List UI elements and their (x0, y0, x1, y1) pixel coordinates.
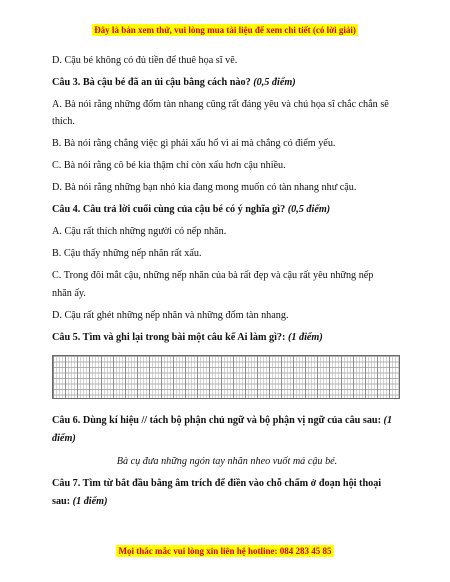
q2-option-d: D. Cậu bé không có đủ tiền để thuê họa sĩ vẽ. (52, 55, 238, 66)
q3-points: (0,5 điểm) (253, 77, 296, 88)
q4-option-b: B. Cậu thấy những nếp nhăn rất xấu. (52, 248, 202, 259)
preview-notice-banner (0, 25, 450, 35)
q7-heading-line2 (52, 495, 402, 509)
q7-title-line2: sau: (52, 496, 71, 507)
hotline-text: Mọi thắc mắc vui lòng xin liên hệ hotline: 084 283 45 85 (118, 546, 332, 556)
hotline-banner (0, 546, 450, 556)
q3-title: Câu 3. Bà cậu bé đã an ủi cậu bằng cách nào? (52, 77, 251, 88)
q5-title: Câu 5. Tìm và ghi lại trong bài một câu kể Ai làm gì?: (52, 332, 286, 343)
q5-points: (1 điểm) (287, 332, 323, 343)
q4-heading (52, 203, 402, 217)
q6-heading (52, 414, 402, 428)
q5-heading (52, 331, 402, 345)
q3-heading (52, 76, 402, 90)
q3-option-d: D. Bà nói rằng những bạn nhỏ kia đang mong muốn có tàn nhang như cậu. (52, 182, 357, 193)
q6-points-part2: điểm) (52, 433, 76, 444)
q4-title: Câu 4. Câu trả lời cuối cùng của cậu bé có ý nghĩa gì? (52, 204, 286, 215)
q4-option-d: D. Cậu rất ghét những nếp nhăn và những đốm tàn nhang. (52, 310, 289, 321)
preview-notice-text: Đây là bản xem thử, vui lòng mua tài liệu để xem chi tiết (có lời giải) (94, 25, 356, 35)
q6-title: Câu 6. Dùng kí hiệu // tách bộ phận chủ ngữ và bộ phận vị ngữ của câu sau: (52, 415, 381, 426)
answer-writing-grid[interactable] (52, 355, 400, 399)
q3-option-c: C. Bà nói rằng cô bé kia thậm chí còn xấu hơn cậu nhiều. (52, 160, 286, 171)
q7-points: (1 điểm) (72, 496, 108, 507)
q3-option-b: B. Bà nói rằng chẳng việc gì phải xấu hổ vì ai mà chẳng có điểm yếu. (52, 138, 336, 149)
q4-points: (0,5 điểm) (287, 204, 331, 215)
q3-option-a-line2: thích. (52, 116, 75, 127)
q6-sentence: Bà cụ đưa những ngón tay nhăn nheo vuốt má cậu bé. (116, 456, 338, 467)
q3-option-a-line1: A. Bà nói rằng những đốm tàn nhang cũng rất đáng yêu và chú họa sĩ chắc chắn sẽ (52, 99, 389, 110)
q4-option-c-line2: nhăn ấy. (52, 288, 86, 299)
q6-heading-line2 (52, 432, 402, 446)
q6-points-part1: (1 (383, 415, 393, 426)
q4-option-c-line1: C. Trong đôi mắt cậu, những nếp nhăn của bà rất đẹp và cậu rất yêu những nếp (52, 270, 374, 281)
q7-heading-line1: Câu 7. Tìm từ bắt đầu bằng âm trích để điền vào chỗ chấm ở đoạn hội thoại (52, 478, 382, 489)
q4-option-a: A. Cậu rất thích những người có nếp nhăn. (52, 226, 227, 237)
